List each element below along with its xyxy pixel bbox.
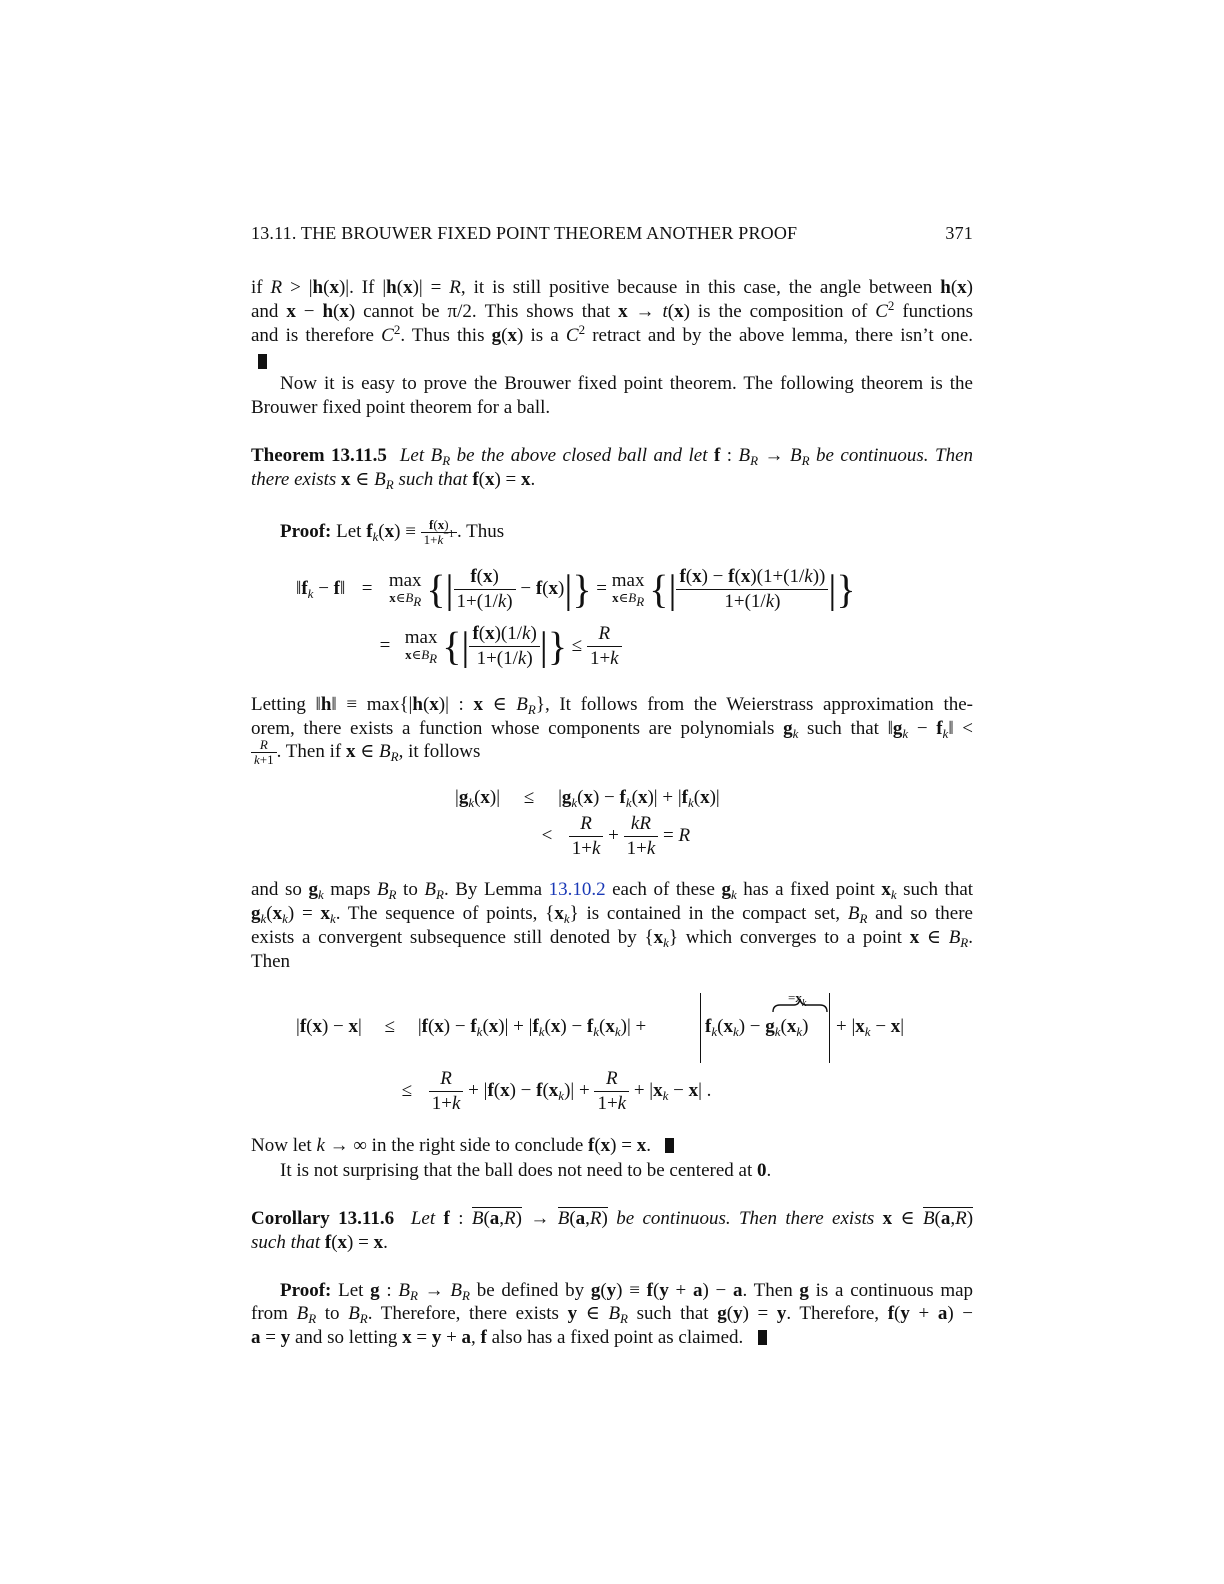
abs-bar-right bbox=[829, 993, 830, 1063]
paragraph-line: $g_k(x_k) = x_k$. The sequence of points, $\{x_k\}$ is contained in the compact set, $B_R$ and so there bbox=[251, 903, 973, 926]
paragraph-line: and x − h(x) cannot be π/2. This shows that x → t(x) is the composition of $C^2$ functions bbox=[251, 298, 974, 322]
paragraph-line: Letting ‖h‖ ≡ max{|h(x)| : x ∈ $B_R$}, It follows from the Weierstrass approximation the- bbox=[251, 694, 973, 717]
theorem-statement-line: there exists x ∈ $B_R$ such that f(x) = x. bbox=[251, 469, 536, 492]
proof-line: from $B_R$ to $B_R$. Therefore, there exists y ∈ $B_R$ such that g(y) = y. Therefore, f(y + a) − bbox=[251, 1303, 974, 1326]
lemma-link[interactable]: 13.10.2 bbox=[548, 879, 606, 900]
qed-mark bbox=[258, 350, 980, 374]
corollary-statement: Corollary 13.11.6 Let f : B(a,R) → B(a,R) be continuous. Then there exists x ∈ B(a,R) bbox=[251, 1208, 974, 1229]
equation-fixed-point-estimate-2: ≤ $\frac{R}{1+k}$ + $|f(x) - f(x_k)|$ + $\frac{R}{1+k}$ + $|x_k - x|$ . bbox=[401, 1068, 712, 1114]
equation-tail: + $|x_k - x|$ bbox=[836, 1016, 905, 1039]
paragraph-line: $\frac{R}{k+1}$ . Then if x ∈ $B_R$, it follows bbox=[251, 738, 973, 767]
overbrace-label: $=x_k$ bbox=[788, 990, 807, 1009]
running-header bbox=[251, 221, 973, 245]
equation-gk-bound-2: < $\frac{R}{1+k}$ + $\frac{kR}{1+k}$ = R bbox=[541, 813, 691, 859]
paragraph-line: and so $g_k$ maps $B_R$ to $B_R$. By Lemma 13.10.2 each of these $g_k$ has a fixed point $x_k$ such that bbox=[251, 879, 974, 902]
qed-mark bbox=[665, 1138, 674, 1153]
corollary-statement-line: such that f(x) = x. bbox=[251, 1232, 388, 1253]
corollary-label: Corollary 13.11.6 bbox=[251, 1208, 395, 1229]
paragraph-line: exists a convergent subsequence still denoted by $\{x_k\}$ which converges to a point x ∈ $B_R$. bbox=[251, 927, 973, 950]
paragraph-line: It is not surprising that the ball does not need to be centered at 0. bbox=[280, 1160, 772, 1181]
paragraph-line: Brouwer fixed point theorem for a ball. bbox=[251, 397, 551, 418]
equation-gk-bound: $|g_k(x)| \le |g_k(x) - f_k(x)| + |f_k(x)|$ bbox=[455, 787, 720, 810]
paragraph-line: Now let k → ∞ in the right side to conclude f(x) = x. bbox=[251, 1134, 973, 1158]
equation-underbrace-term: $f_k(x_k) - g_k(x_k)$ bbox=[705, 1016, 809, 1039]
equation-fixed-point-estimate: $|f(x) - x| \le |f(x) - f_k(x)| + |f_k(x) - f_k(x_k)|$ + bbox=[296, 1016, 647, 1039]
paragraph-line: and is therefore $C^2$. Thus this g(x) is a $C^2$ retract and by the above lemma, there isn’t one. bbox=[251, 322, 974, 346]
equation-norm-bound: = max $x\in B_R$ {| $\frac{f(x)(1/k)}{1+(1/k)}$ |} ≤ $\frac{R}{1+k}$ bbox=[370, 622, 622, 671]
qed-mark bbox=[758, 1330, 767, 1345]
page-number: 371 bbox=[945, 223, 973, 243]
paragraph-line: Now it is easy to prove the Brouwer fixed point theorem. The following theorem is the bbox=[280, 373, 973, 394]
proof-line: Proof: Let g : $B_R \to B_R$ be defined by g(y) ≡ f(y + a) − a. Then g is a continuous map bbox=[280, 1280, 974, 1303]
paragraph-line: Then bbox=[251, 951, 291, 972]
proof-line: Proof: Let $f_k(x)$ ≡ $\frac{f(x)}{1+k^{-1}}$ . Thus bbox=[280, 517, 505, 547]
running-title: 13.11. THE BROUWER FIXED POINT THEOREM ANOTHER PROOF bbox=[251, 223, 798, 243]
theorem-statement: Theorem 13.11.5 Let $B_R$ be the above closed ball and let f : $B_R \to B_R$ be continuous. Then bbox=[251, 445, 974, 468]
theorem-label: Theorem 13.11.5 bbox=[251, 445, 387, 466]
abs-bar-left bbox=[700, 993, 701, 1063]
corollary-proof-label: Proof: bbox=[280, 1280, 332, 1301]
paragraph-line: orem, there exists a function whose components are polynomials $g_k$ such that $‖g_k$ − $f_k‖$ < bbox=[251, 718, 974, 741]
proof-label: Proof: bbox=[280, 520, 332, 542]
paragraph-line: if R > |h(x)|. If |h(x)| = R, it is still positive because in this case, the angle between h(x) bbox=[251, 277, 973, 298]
equation-norm-difference: $‖f_k$ − f‖ = max $x\in B_R$ {| $\frac{f(x)}{1+(1/k)}$ − f(x)|} = max $x\in B_R$ {| $\frac{f(x) - f(x)(1+(1/k))}{1+(1/k)}$ |} bbox=[296, 566, 856, 612]
proof-line: a = y and so letting x = y + a, f also has a fixed point as claimed. bbox=[251, 1326, 973, 1350]
